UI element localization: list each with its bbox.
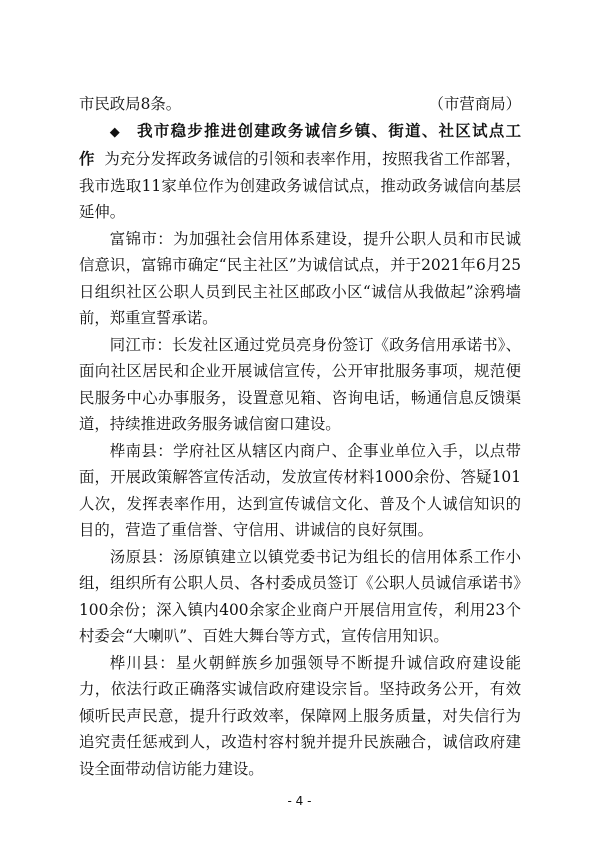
section-heading-paragraph <box>79 118 521 226</box>
heading-spacer <box>94 150 104 168</box>
paragraph-fujin: 富锦市：为加强社会信用体系建设，提升公职人员和市民诚信意识，富锦市确定“民主社区”为诚信试点，并于2021年6月25日组织社区公职人员到民主社区邮政小区“诚信从我做起”涂鸦墙前，郑重宣誓承诺。 <box>79 229 521 327</box>
section-heading: 我市稳步推进创建政务诚信乡镇、街道、社区试点工作 <box>79 121 521 168</box>
previous-item-ending <box>79 91 521 118</box>
paragraph-huanan: 桦南县：学府社区从辖区内商户、企事业单位入手，以点带面，开展政策解答宣传活动，发放宣传材料1000余份、答疑101人次，发挥表率作用，达到宣传诚信文化、普及个人诚信知识的目的，营造了重信誉、守信用、讲诚信的良好氛围。 <box>79 441 521 539</box>
source-attribution: （市营商局） <box>428 95 521 113</box>
previous-item-text: 市民政局8条。 <box>79 95 182 113</box>
section-intro: 为充分发挥政务诚信的引领和表率作用，按照我省工作部署，我市选取11家单位作为创建政务诚信试点，推动政务诚信向基层延伸。 <box>79 150 521 221</box>
page-number: - 4 - <box>287 794 312 808</box>
diamond-bullet-icon: ◆ <box>109 124 120 140</box>
paragraph-huachuan: 桦川县：星火朝鲜族乡加强领导不断提升诚信政府建设能力，依法行政正确落实诚信政府建设宗旨。坚持政务公开，有效倾听民声民意，提升行政效率，保障网上服务质量，对失信行为追究责任惩戒到人，改造村容村貌并提升民族融合，诚信政府建设全面带动信访能力建设。 <box>79 653 521 778</box>
paragraph-tangyuan: 汤原县：汤原镇建立以镇党委书记为组长的信用体系工作小组，组织所有公职人员、各村委成员签订《公职人员诚信承诺书》100余份；深入镇内400余家企业商户开展信用宣传，利用23个村委会“大喇叭”、百姓大舞台等方式，宣传信用知识。 <box>79 547 521 645</box>
document-body <box>79 91 521 782</box>
paragraph-tongjiang: 同江市：长发社区通过党员亮身份签订《政务信用承诺书》、面向社区居民和企业开展诚信宣传，公开审批服务事项，规范便民服务中心办事服务，设置意见箱、咨询电话，畅通信息反馈渠道，持续推进政务服务诚信窗口建设。 <box>79 335 521 433</box>
